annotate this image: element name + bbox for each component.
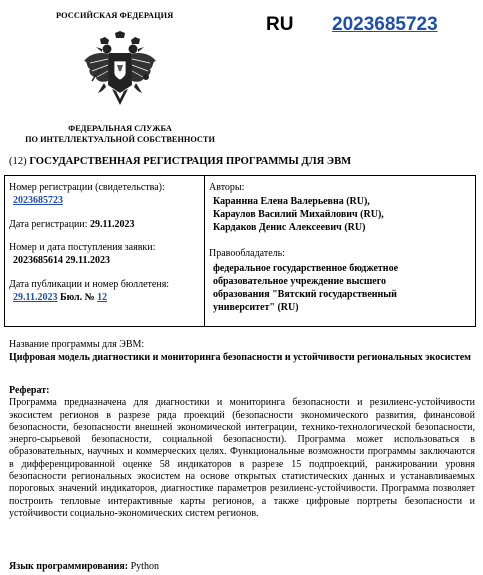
author-item: Караннна Елена Валерьевна (RU), bbox=[213, 196, 370, 207]
language-label: Язык программирования: bbox=[9, 561, 129, 572]
registration-number-link[interactable]: 2023685723 bbox=[332, 14, 438, 35]
reg-date-row bbox=[9, 219, 134, 231]
holder-line: образовательное учреждение высшего bbox=[213, 276, 387, 287]
program-name-label: Название программы для ЭВМ: bbox=[9, 339, 145, 350]
reg-date-value: 29.11.2023 bbox=[90, 219, 135, 230]
bulletin-label: Бюл. № bbox=[59, 292, 95, 303]
country-name: РОССИЙСКАЯ ФЕДЕРАЦИЯ bbox=[56, 11, 174, 20]
service-line-1: ФЕДЕРАЛЬНАЯ СЛУЖБА bbox=[68, 124, 172, 133]
abstract-label: Реферат: bbox=[9, 385, 50, 396]
holder-line: университет" (RU) bbox=[213, 302, 299, 313]
reg-number-link[interactable]: 2023685723 bbox=[13, 195, 63, 206]
author-item: Караулов Василий Михайлович (RU), bbox=[213, 209, 384, 220]
holder-line: образования "Вятский государственный bbox=[213, 289, 397, 300]
abstract-text: Программа предназначена для диагностики и мониторинга безопасности и резилиенс-устойчивости экосистем регионов в разрезе ряда проекций (безопасности экономического развития, финансовой безопасности, безопасности внешней экономической интеграции, технико-технологической безопасности, энерго-сырьевой безопасности, социальной безопасности). Программа может использоваться в образовательных, научных и коммерческих целях. Функциональные возможности программы заключаются в дифференцированной оценке 58 индикаторов в разрезе 15 подпроекций, ранжировании уровня безопасности региональных экосистем на основе открытых статистических данных и устанавливаемых пороговых значений индикаторов, диагностике параметров резилиенс-устойчивости. Программа позволяет построить тепловые интерактивные карты регионов, а также цифровые портреты безопасности и устойчивости социально-экономических систем регионов. bbox=[9, 397, 475, 519]
author-item: Кардаков Денис Алексеевич (RU) bbox=[213, 222, 366, 233]
application-value: 2023685614 29.11.2023 bbox=[13, 255, 110, 266]
holder-label: Правообладатель: bbox=[209, 248, 285, 259]
holder-line: федеральное государственное бюджетное bbox=[213, 263, 399, 274]
programming-language bbox=[9, 561, 159, 572]
patent-office-name bbox=[0, 123, 240, 145]
bulletin-number-link[interactable]: 12 bbox=[97, 292, 108, 303]
coat-of-arms-emblem bbox=[82, 31, 158, 113]
language-value: Python bbox=[130, 561, 159, 572]
publication-date-link[interactable]: 29.11.2023 bbox=[13, 292, 58, 303]
abstract-section bbox=[9, 385, 475, 520]
document-code: (12) bbox=[9, 156, 27, 167]
frame-divider bbox=[204, 175, 205, 327]
reg-date-label: Дата регистрации: bbox=[9, 219, 88, 230]
program-name-section bbox=[9, 339, 475, 364]
reg-number-label: Номер регистрации (свидетельства): bbox=[9, 182, 165, 193]
application-label: Номер и дата поступления заявки: bbox=[9, 242, 156, 253]
publication-label: Дата публикации и номер бюллетеня: bbox=[9, 279, 170, 290]
service-line-2: ПО ИНТЕЛЛЕКТУАЛЬНОЙ СОБСТВЕННОСТИ bbox=[25, 135, 215, 144]
authors-list bbox=[213, 195, 384, 234]
program-name: Цифровая модель диагностики и мониторинга безопасности и устойчивости региональных экосистем bbox=[9, 351, 471, 363]
authors-label: Авторы: bbox=[209, 182, 245, 193]
holder-list bbox=[213, 262, 398, 314]
document-type bbox=[9, 156, 351, 167]
document-title: ГОСУДАРСТВЕННАЯ РЕГИСТРАЦИЯ ПРОГРАММЫ ДЛЯ ЭВМ bbox=[29, 156, 352, 167]
publication-row bbox=[13, 292, 107, 304]
country-code: RU bbox=[266, 14, 294, 35]
